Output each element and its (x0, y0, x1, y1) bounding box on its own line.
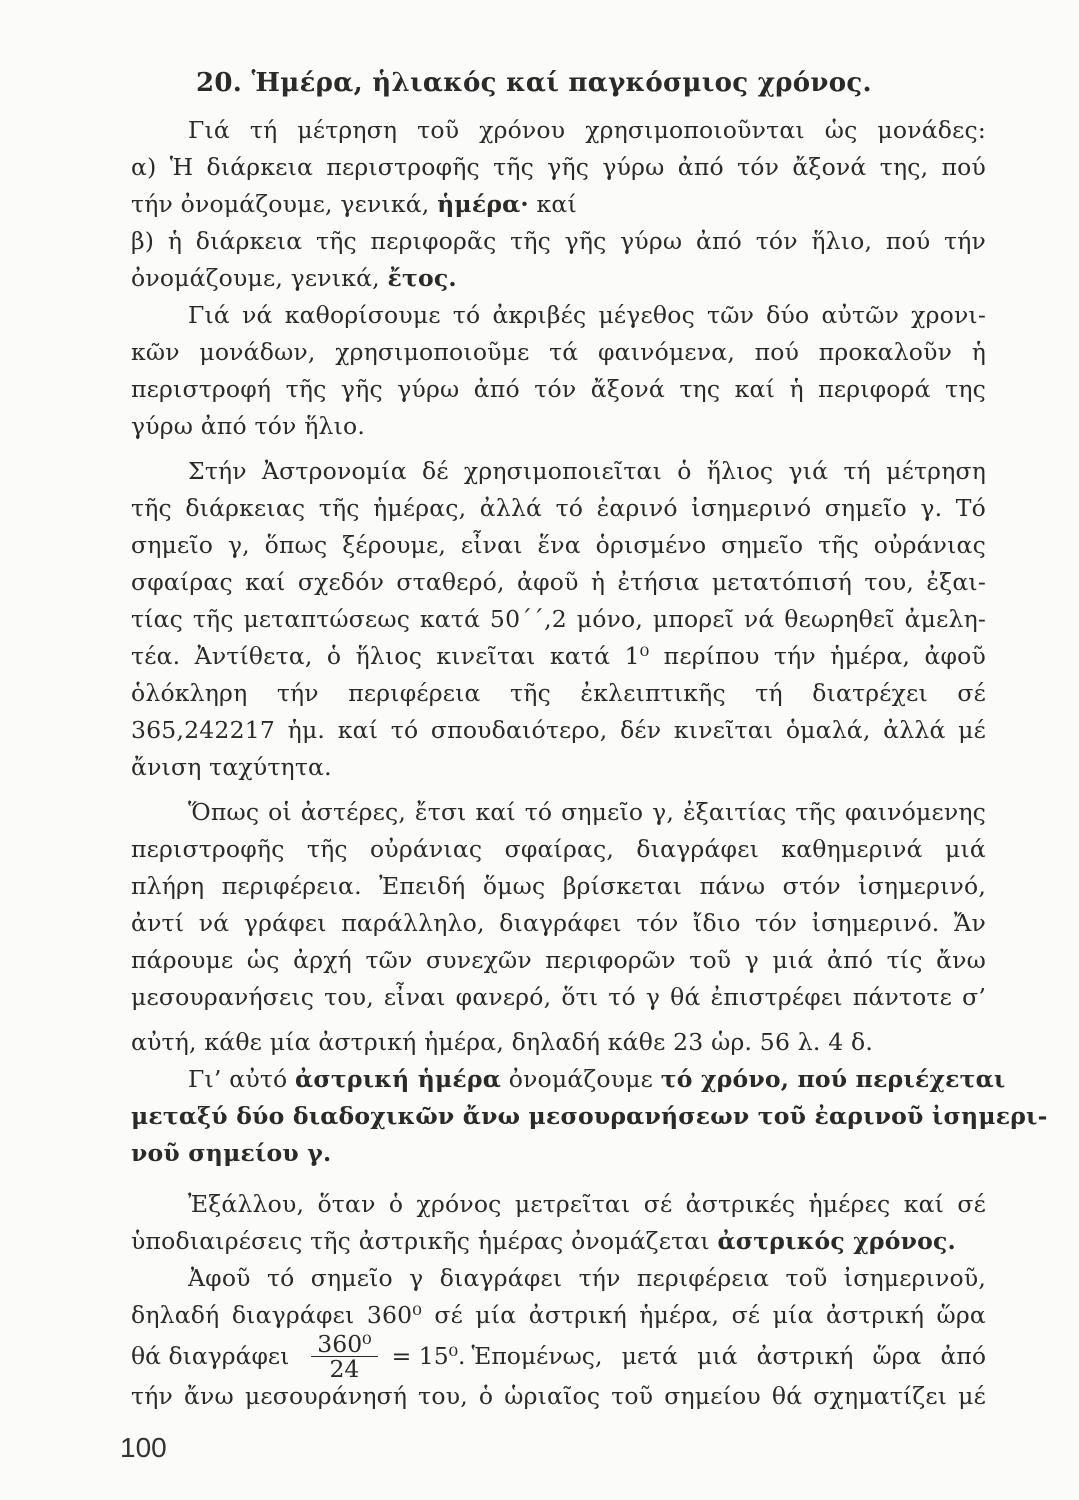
text-line: αὐτή, κάθε μία ἀστρική ἡμέρα, δηλαδή κάθε 23 ὡρ. 56 λ. 4 δ. (131, 1028, 874, 1056)
term-sidereal-time: ἀστρικός χρόνος. (717, 1227, 956, 1255)
text-line: πάρουμε ὡς ἀρχή τῶν συνεχῶν περιφορῶν τοῦ γ μιά ἀπό τίς ἄνω (131, 946, 986, 974)
paragraph-sidereal-time (131, 1186, 986, 1260)
paragraph-hour-angle (131, 1260, 986, 1415)
text-line: Γιά νά καθορίσουμε τό ἀκριβές μέγεθος τῶν δύο αὐτῶν χρονι- (188, 301, 986, 329)
text-line: πλήρη περιφέρεια. Ἐπειδή ὅμως βρίσκεται πάνω στόν ἰσημερινό, (131, 872, 986, 900)
text-line: τέα. Ἀντίθετα, ὁ ἥλιος κινεῖται κατά 1⁰ περίπου τήν ἡμέρα, ἀφοῦ (131, 642, 986, 670)
fraction-numerator: 360⁰ (311, 1332, 377, 1357)
text-line: περιστροφή τῆς γῆς γύρω ἀπό τόν ἄξονά της καί ἡ περιφορά της (131, 375, 986, 403)
text-line: τήν ὀνομάζουμε, γενικά, ἡμέρα· καί (131, 190, 577, 218)
paragraph-rotation (131, 794, 986, 1061)
text-line: Γι’ αὐτό ἀστρική ἡμέρα ὀνομάζουμε τό χρόνο, πού περιέχεται (188, 1065, 1006, 1093)
fraction-result: = 15⁰. (391, 1342, 466, 1370)
term-sidereal-day: ἀστρική ἡμέρα (295, 1065, 502, 1093)
text-line: α) Ἡ διάρκεια περιστροφῆς τῆς γῆς γύρω ἀπό τόν ἄξονά της, πού (131, 153, 986, 181)
text-line: Ἀφοῦ τό σημεῖο γ διαγράφει τήν περιφέρεια τοῦ ἰσημερινοῦ, (188, 1264, 986, 1292)
section-heading: 20. Ἡμέρα, ἡλιακός καί παγκόσμιος χρόνος. (196, 68, 872, 98)
text-line: ἄνιση ταχύτητα. (131, 753, 332, 781)
fraction-denominator: 24 (329, 1354, 360, 1383)
body-text (131, 112, 1048, 1415)
text-line: σημεῖο γ, ὅπως ξέρουμε, εἶναι ἕνα ὁρισμένο σημεῖο τῆς οὐράνιας (131, 531, 986, 559)
text-line: γύρω ἀπό τόν ἥλιο. (131, 412, 366, 440)
fraction (311, 1329, 377, 1383)
text-line: κῶν μονάδων, χρησιμοποιοῦμε τά φαινόμενα, πού προκαλοῦν ἡ (131, 338, 986, 366)
paragraph-phenomena (131, 297, 986, 445)
text-line: 365,242217 ἡμ. καί τό σπουδαιότερο, δέν κινεῖται ὁμαλά, ἀλλά μέ (131, 716, 986, 744)
text-line: δηλαδή διαγράφει 360⁰ σέ μία ἀστρική ἡμέρα, σέ μία ἀστρική ὥρα (131, 1301, 986, 1329)
text-line: β) ἡ διάρκεια τῆς περιφορᾶς τῆς γῆς γύρω ἀπό τόν ἥλιο, πού τήν (131, 227, 986, 255)
paragraph-vernal-point (131, 453, 986, 786)
term-year: ἔτος. (387, 264, 457, 292)
text-line: Ἐξάλλου, ὅταν ὁ χρόνος μετρεῖται σέ ἀστρικές ἡμέρες καί σέ (188, 1190, 986, 1218)
text-line: ὀνομάζουμε, γενικά, ἔτος. (131, 264, 457, 292)
paragraph-sidereal-day (131, 1061, 1048, 1172)
text-line: Γιά τή μέτρηση τοῦ χρόνου χρησιμοποιοῦνται ὡς μονάδες: (188, 116, 986, 144)
text-line: σφαίρας καί σχεδόν σταθερό, ἀφοῦ ἡ ἐτήσια μετατόπισή του, ἐξαι- (131, 568, 986, 596)
text-line: Στήν Ἀστρονομία δέ χρησιμοποιεῖται ὁ ἥλιος γιά τή μέτρηση (188, 457, 986, 485)
text-line: μεταξύ δύο διαδοχικῶν ἄνω μεσουρανήσεων τοῦ ἐαρινοῦ ἰσημερι- (131, 1102, 1048, 1130)
text-line: περιστροφῆς τῆς οὐράνιας σφαίρας, διαγράφει καθημερινά μιά (131, 835, 986, 863)
paragraph-units (131, 112, 986, 297)
text-line: ὁλόκληρη τήν περιφέρεια τῆς ἐκλειπτικῆς τή διατρέχει σέ (131, 679, 986, 707)
text-line: ὑποδιαιρέσεις τῆς ἀστρικῆς ἡμέρας ὀνομάζεται ἀστρικός χρόνος. (131, 1227, 956, 1255)
term-day: ἡμέρα· (437, 190, 529, 218)
text-line: τήν ἄνω μεσουράνησή του, ὁ ὡριαῖος τοῦ σημείου θά σχηματίζει μέ (131, 1382, 986, 1410)
formula-line: θά διαγράφει $\frac{\text{360⁰}}{24}$ = 15⁰. Ἑπομένως, μετά μιά ἀστρική ὥρα ἀπό (131, 1329, 986, 1383)
text-line: τίας τῆς μεταπτώσεως κατά 50΄΄,2 μόνο, μπορεῖ νά θεωρηθεῖ ἀμελη- (131, 605, 986, 633)
page-number: 100 (120, 1432, 167, 1463)
text-line: τῆς διάρκειας τῆς ἡμέρας, ἀλλά τό ἐαρινό ἰσημερινό σημεῖο γ. Τό (131, 494, 986, 522)
text-line: μεσουρανήσεις του, εἶναι φανερό, ὅτι τό γ θά ἐπιστρέφει πάντοτε σ’ (131, 983, 986, 1011)
text-line: Ὅπως οἱ ἀστέρες, ἔτσι καί τό σημεῖο γ, ἐξαιτίας τῆς φαινόμενης (188, 798, 986, 826)
text-line: νοῦ σημείου γ. (131, 1139, 332, 1167)
text-line: ἀντί νά γράφει παράλληλο, διαγράφει τόν ἴδιο τόν ἰσημερινό. Ἄν (131, 909, 986, 937)
